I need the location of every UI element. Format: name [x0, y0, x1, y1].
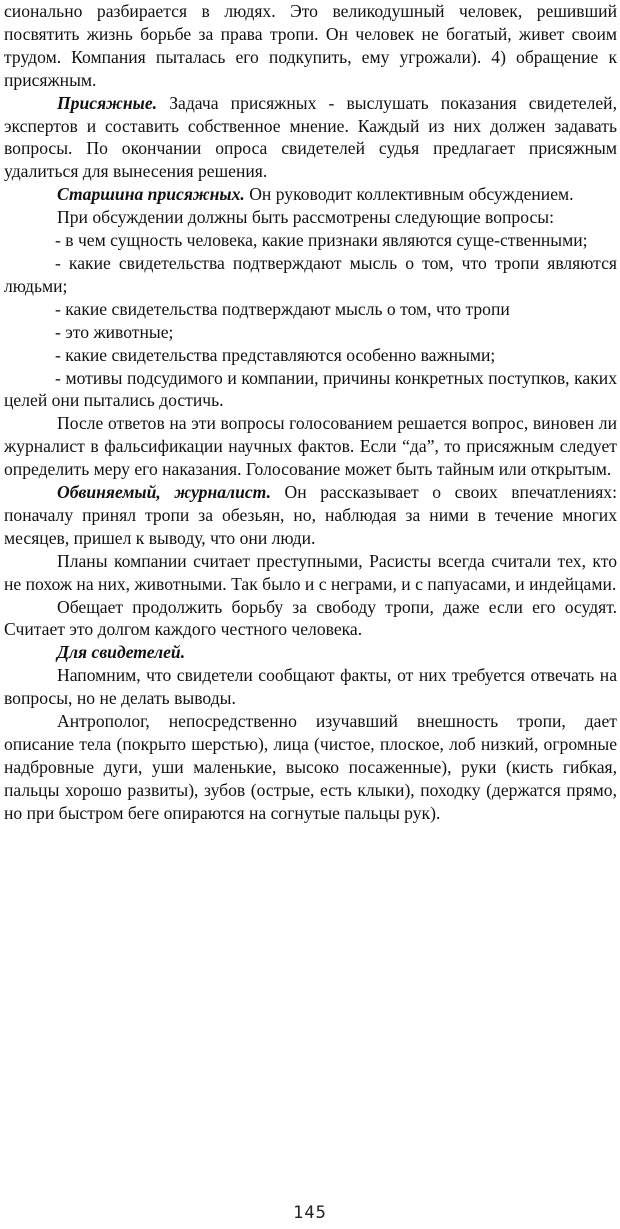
paragraph: Обвиняемый, журналист. Он рассказывает о своих впечатлениях: поначалу принял тропи за обезьян, но, наблюдая за ними в течение многих месяцев, пришел к выводу, что они люди.: [4, 482, 617, 548]
paragraph: Антрополог, непосредственно изучавший внешность тропи, дает описание тела (покрыто шерстью), лица (чистое, плоское, лоб низкий, огромные надбровные дуги, уши маленькие, высоко посаженные), руки (кисть гибкая, пальцы хорошо развиты), зубов (острые, есть клыки), походку (держатся прямо, но при быстром беге опираются на согнутые пальцы рук).: [4, 711, 617, 823]
paragraph: сионально разбирается в людях. Это великодушный человек, решивший посвятить жизнь борьбе за права тропи. Он человек не богатый, живет своим трудом. Компания пыталась его подкупить, ему угрожали). 4) обращение к присяжным.: [4, 1, 617, 90]
list-item: - мотивы подсудимого и компании, причины конкретных поступков, каких целей они пытались достичь.: [4, 367, 617, 411]
page-number: 145: [293, 1203, 327, 1223]
paragraph: Планы компании считает преступными, Расисты всегда считали тех, кто не похож на них, животными. Так было и с неграми, и с папуасами, и индейцами.: [4, 550, 617, 594]
page-body: [4, 0, 617, 825]
list-item: - какие свидетельства подтверждают мысль о том, что тропи являются людьми;: [4, 252, 617, 296]
section-heading: Для свидетелей.: [57, 642, 186, 663]
list-item: - какие свидетельства подтверждают мысль о том, что тропи: [55, 298, 510, 319]
paragraph: Напомним, что свидетели сообщают факты, от них требуется отвечать на вопросы, но не делать выводы.: [4, 665, 617, 709]
paragraph: Обещает продолжить борьбу за свободу тропи, даже если его осудят. Считает это долгом каждого честного человека.: [4, 596, 617, 640]
list-item: - в чем сущность человека, какие признаки являются суще-ственными;: [55, 230, 588, 251]
paragraph: При обсуждении должны быть рассмотрены следующие вопросы:: [57, 207, 554, 228]
list-item: - какие свидетельства представляются особенно важными;: [55, 344, 496, 365]
paragraph: Старшина присяжных. Он руководит коллективным обсуждением.: [57, 184, 574, 205]
paragraph: Присяжные. Задача присяжных - выслушать показания свидетелей, экспертов и составить собственное мнение. Каждый из них должен задавать вопросы. По окончании опроса свидетелей судья предлагает присяжным удалиться для вынесения решения.: [4, 92, 617, 182]
list-item: - это животные;: [55, 321, 174, 342]
paragraph: После ответов на эти вопросы голосованием решается вопрос, виновен ли журналист в фальсификации научных фактов. Если “да”, то присяжным следует определить меру его наказания. Голосование может быть тайным или открытым.: [4, 413, 617, 480]
